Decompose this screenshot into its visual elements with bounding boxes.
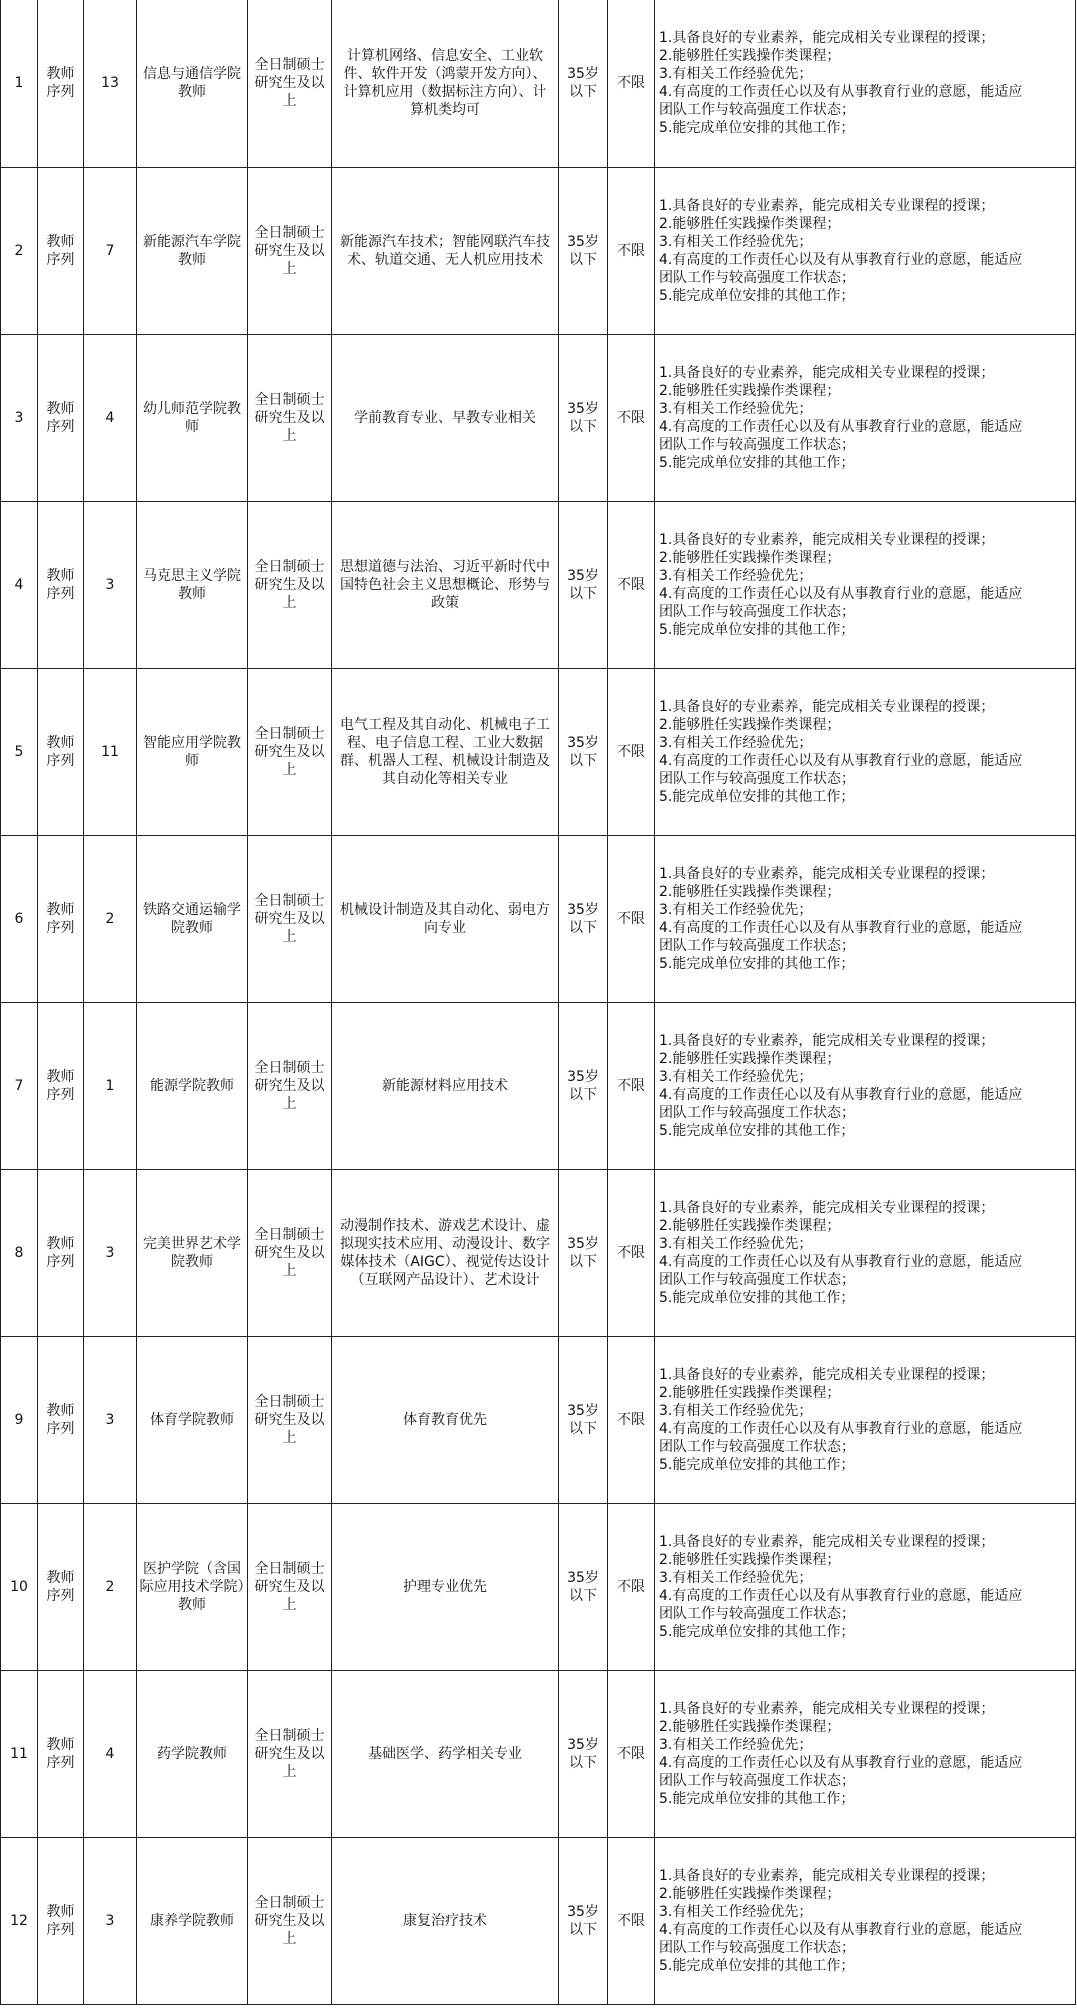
requirement-line: 4.有高度的工作责任心以及有从事教育行业的意愿，能适应 [659, 1587, 1023, 1604]
row-number-cell: 1 [1, 0, 38, 167]
requirement-line: 1.具备良好的专业素养，能完成相关专业课程的授课； [659, 1199, 995, 1216]
requirement-line: 1.具备良好的专业素养，能完成相关专业课程的授课； [659, 1700, 995, 1717]
row-number-cell: 3 [1, 334, 38, 501]
other-limit-cell: 不限 [608, 1169, 655, 1336]
requirement-line: 3.有相关工作经验优先； [659, 567, 813, 584]
job-requirements-cell [655, 0, 1076, 167]
education-requirement-cell: 全日制硕士研究生及以上 [248, 1169, 332, 1336]
age-requirement-cell: 35岁以下 [559, 835, 608, 1002]
staff-series-cell: 教师序列 [38, 334, 84, 501]
staff-series-cell: 教师序列 [38, 1336, 84, 1503]
position-name-cell: 体育学院教师 [137, 1336, 248, 1503]
row-number-cell: 8 [1, 1169, 38, 1336]
requirement-line: 3.有相关工作经验优先； [659, 1736, 813, 1753]
staff-series-cell: 教师序列 [38, 1837, 84, 2004]
age-requirement-cell: 35岁以下 [559, 1002, 608, 1169]
staff-series-cell: 教师序列 [38, 1670, 84, 1837]
major-requirement-cell: 机械设计制造及其自动化、弱电方向专业 [332, 835, 559, 1002]
requirement-line: 5.能完成单位安排的其他工作； [659, 120, 855, 137]
row-number-cell: 5 [1, 668, 38, 835]
age-requirement-cell: 35岁以下 [559, 1503, 608, 1670]
job-requirements-cell [655, 835, 1076, 1002]
staff-series-cell: 教师序列 [38, 835, 84, 1002]
requirement-line: 1.具备良好的专业素养，能完成相关专业课程的授课； [659, 531, 995, 548]
education-requirement-cell: 全日制硕士研究生及以上 [248, 1670, 332, 1837]
age-requirement-cell: 35岁以下 [559, 167, 608, 334]
row-number-cell: 4 [1, 501, 38, 668]
age-requirement-cell: 35岁以下 [559, 1169, 608, 1336]
position-name-cell: 马克思主义学院教师 [137, 501, 248, 668]
requirement-line: 团队工作与较高强度工作状态； [659, 603, 855, 620]
requirement-line: 2.能够胜任实践操作类课程； [659, 1050, 841, 1067]
major-requirement-cell: 计算机网络、信息安全、工业软件、软件开发（鸿蒙开发方向）、计算机应用（数据标注方向）、计算机类均可 [332, 0, 559, 167]
row-number-cell: 2 [1, 167, 38, 334]
requirement-line: 4.有高度的工作责任心以及有从事教育行业的意愿，能适应 [659, 1921, 1023, 1938]
position-name-cell: 康养学院教师 [137, 1837, 248, 2004]
table-row [1, 0, 1076, 167]
requirement-line: 1.具备良好的专业素养，能完成相关专业课程的授课； [659, 1867, 995, 1884]
table-row [1, 835, 1076, 1002]
major-requirement-cell: 动漫制作技术、游戏艺术设计、虚拟现实技术应用、动漫设计、数字媒体技术（AIGC）、视觉传达设计（互联网产品设计）、艺术设计 [332, 1169, 559, 1336]
education-requirement-cell: 全日制硕士研究生及以上 [248, 1503, 332, 1670]
other-limit-cell: 不限 [608, 501, 655, 668]
staff-series-cell: 教师序列 [38, 167, 84, 334]
headcount-cell: 3 [84, 1336, 137, 1503]
table-row [1, 1837, 1076, 2004]
other-limit-cell: 不限 [608, 835, 655, 1002]
requirement-line: 5.能完成单位安排的其他工作； [659, 1289, 855, 1306]
requirement-line: 5.能完成单位安排的其他工作； [659, 788, 855, 805]
table-row [1, 1670, 1076, 1837]
requirement-line: 1.具备良好的专业素养，能完成相关专业课程的授课； [659, 1533, 995, 1550]
other-limit-cell: 不限 [608, 1503, 655, 1670]
education-requirement-cell: 全日制硕士研究生及以上 [248, 501, 332, 668]
requirement-line: 4.有高度的工作责任心以及有从事教育行业的意愿，能适应 [659, 418, 1023, 435]
requirement-line: 4.有高度的工作责任心以及有从事教育行业的意愿，能适应 [659, 1420, 1023, 1437]
other-limit-cell: 不限 [608, 1837, 655, 2004]
requirement-line: 5.能完成单位安排的其他工作； [659, 1456, 855, 1473]
requirement-line: 3.有相关工作经验优先； [659, 1402, 813, 1419]
job-requirements-cell [655, 668, 1076, 835]
requirement-line: 2.能够胜任实践操作类课程； [659, 1885, 841, 1902]
requirement-line: 团队工作与较高强度工作状态； [659, 436, 855, 453]
requirement-line: 4.有高度的工作责任心以及有从事教育行业的意愿，能适应 [659, 1253, 1023, 1270]
headcount-cell: 1 [84, 1002, 137, 1169]
requirement-line: 团队工作与较高强度工作状态； [659, 1939, 855, 1956]
major-requirement-cell: 思想道德与法治、习近平新时代中国特色社会主义思想概论、形势与政策 [332, 501, 559, 668]
major-requirement-cell: 学前教育专业、早教专业相关 [332, 334, 559, 501]
job-requirements-cell [655, 1002, 1076, 1169]
job-requirements-cell [655, 1503, 1076, 1670]
education-requirement-cell: 全日制硕士研究生及以上 [248, 668, 332, 835]
requirement-line: 1.具备良好的专业素养，能完成相关专业课程的授课； [659, 30, 995, 47]
education-requirement-cell: 全日制硕士研究生及以上 [248, 1837, 332, 2004]
requirement-line: 5.能完成单位安排的其他工作； [659, 1122, 855, 1139]
table-row [1, 1336, 1076, 1503]
education-requirement-cell: 全日制硕士研究生及以上 [248, 835, 332, 1002]
requirement-line: 5.能完成单位安排的其他工作； [659, 1957, 855, 1974]
age-requirement-cell: 35岁以下 [559, 0, 608, 167]
staff-series-cell: 教师序列 [38, 1002, 84, 1169]
headcount-cell: 3 [84, 1169, 137, 1336]
table-row [1, 1169, 1076, 1336]
staff-series-cell: 教师序列 [38, 0, 84, 167]
requirement-line: 2.能够胜任实践操作类课程； [659, 883, 841, 900]
requirement-line: 4.有高度的工作责任心以及有从事教育行业的意愿，能适应 [659, 752, 1023, 769]
requirement-line: 1.具备良好的专业素养，能完成相关专业课程的授课； [659, 364, 995, 381]
table-row [1, 668, 1076, 835]
age-requirement-cell: 35岁以下 [559, 501, 608, 668]
other-limit-cell: 不限 [608, 668, 655, 835]
requirement-line: 1.具备良好的专业素养，能完成相关专业课程的授课； [659, 1032, 995, 1049]
requirement-line: 1.具备良好的专业素养，能完成相关专业课程的授课； [659, 698, 995, 715]
position-name-cell: 新能源汽车学院教师 [137, 167, 248, 334]
position-name-cell: 能源学院教师 [137, 1002, 248, 1169]
requirement-line: 团队工作与较高强度工作状态； [659, 937, 855, 954]
headcount-cell: 3 [84, 501, 137, 668]
requirement-line: 5.能完成单位安排的其他工作； [659, 955, 855, 972]
requirement-line: 团队工作与较高强度工作状态； [659, 269, 855, 286]
other-limit-cell: 不限 [608, 1336, 655, 1503]
requirement-line: 2.能够胜任实践操作类课程； [659, 1217, 841, 1234]
requirement-line: 4.有高度的工作责任心以及有从事教育行业的意愿，能适应 [659, 1086, 1023, 1103]
requirement-line: 团队工作与较高强度工作状态； [659, 1271, 855, 1288]
requirement-line: 4.有高度的工作责任心以及有从事教育行业的意愿，能适应 [659, 1754, 1023, 1771]
staff-series-cell: 教师序列 [38, 668, 84, 835]
requirement-line: 3.有相关工作经验优先； [659, 1569, 813, 1586]
headcount-cell: 2 [84, 1503, 137, 1670]
requirement-line: 1.具备良好的专业素养，能完成相关专业课程的授课； [659, 1366, 995, 1383]
job-requirements-cell [655, 1336, 1076, 1503]
requirement-line: 3.有相关工作经验优先； [659, 901, 813, 918]
job-requirements-cell [655, 1670, 1076, 1837]
requirement-line: 2.能够胜任实践操作类课程； [659, 1718, 841, 1735]
table-row [1, 1002, 1076, 1169]
table-body [1, 0, 1076, 2004]
education-requirement-cell: 全日制硕士研究生及以上 [248, 0, 332, 167]
job-requirements-cell [655, 334, 1076, 501]
requirement-line: 团队工作与较高强度工作状态； [659, 1605, 855, 1622]
headcount-cell: 11 [84, 668, 137, 835]
requirement-line: 4.有高度的工作责任心以及有从事教育行业的意愿，能适应 [659, 251, 1023, 268]
requirement-line: 2.能够胜任实践操作类课程； [659, 549, 841, 566]
requirement-line: 2.能够胜任实践操作类课程； [659, 215, 841, 232]
requirement-line: 5.能完成单位安排的其他工作； [659, 287, 855, 304]
major-requirement-cell: 新能源汽车技术；智能网联汽车技术、轨道交通、无人机应用技术 [332, 167, 559, 334]
requirement-line: 3.有相关工作经验优先； [659, 1903, 813, 1920]
requirement-line: 2.能够胜任实践操作类课程； [659, 1551, 841, 1568]
row-number-cell: 7 [1, 1002, 38, 1169]
requirement-line: 4.有高度的工作责任心以及有从事教育行业的意愿，能适应 [659, 585, 1023, 602]
requirement-line: 5.能完成单位安排的其他工作； [659, 1790, 855, 1807]
education-requirement-cell: 全日制硕士研究生及以上 [248, 167, 332, 334]
requirement-line: 团队工作与较高强度工作状态； [659, 1438, 855, 1455]
other-limit-cell: 不限 [608, 1002, 655, 1169]
job-requirements-cell [655, 501, 1076, 668]
education-requirement-cell: 全日制硕士研究生及以上 [248, 1002, 332, 1169]
requirement-line: 1.具备良好的专业素养，能完成相关专业课程的授课； [659, 197, 995, 214]
requirement-line: 团队工作与较高强度工作状态； [659, 102, 855, 119]
headcount-cell: 7 [84, 167, 137, 334]
requirement-line: 3.有相关工作经验优先； [659, 1235, 813, 1252]
major-requirement-cell: 基础医学、药学相关专业 [332, 1670, 559, 1837]
table-row [1, 501, 1076, 668]
requirement-line: 3.有相关工作经验优先； [659, 400, 813, 417]
major-requirement-cell: 康复治疗技术 [332, 1837, 559, 2004]
headcount-cell: 13 [84, 0, 137, 167]
table-row [1, 1503, 1076, 1670]
requirement-line: 5.能完成单位安排的其他工作； [659, 621, 855, 638]
major-requirement-cell: 护理专业优先 [332, 1503, 559, 1670]
row-number-cell: 6 [1, 835, 38, 1002]
job-requirements-cell [655, 1169, 1076, 1336]
row-number-cell: 12 [1, 1837, 38, 2004]
requirement-line: 3.有相关工作经验优先； [659, 233, 813, 250]
requirement-line: 2.能够胜任实践操作类课程； [659, 716, 841, 733]
education-requirement-cell: 全日制硕士研究生及以上 [248, 334, 332, 501]
requirement-line: 3.有相关工作经验优先； [659, 734, 813, 751]
other-limit-cell: 不限 [608, 167, 655, 334]
requirement-line: 4.有高度的工作责任心以及有从事教育行业的意愿，能适应 [659, 84, 1023, 101]
position-name-cell: 智能应用学院教师 [137, 668, 248, 835]
row-number-cell: 11 [1, 1670, 38, 1837]
education-requirement-cell: 全日制硕士研究生及以上 [248, 1336, 332, 1503]
age-requirement-cell: 35岁以下 [559, 1670, 608, 1837]
requirement-line: 团队工作与较高强度工作状态； [659, 770, 855, 787]
major-requirement-cell: 新能源材料应用技术 [332, 1002, 559, 1169]
requirement-line: 2.能够胜任实践操作类课程； [659, 382, 841, 399]
requirement-line: 团队工作与较高强度工作状态； [659, 1104, 855, 1121]
headcount-cell: 4 [84, 334, 137, 501]
table-row [1, 167, 1076, 334]
table-row [1, 334, 1076, 501]
requirement-line: 3.有相关工作经验优先； [659, 66, 813, 83]
requirement-line: 2.能够胜任实践操作类课程； [659, 48, 841, 65]
headcount-cell: 3 [84, 1837, 137, 2004]
requirement-line: 团队工作与较高强度工作状态； [659, 1772, 855, 1789]
requirement-line: 5.能完成单位安排的其他工作； [659, 454, 855, 471]
major-requirement-cell: 电气工程及其自动化、机械电子工程、电子信息工程、工业大数据群、机器人工程、机械设计制造及其自动化等相关专业 [332, 668, 559, 835]
staff-series-cell: 教师序列 [38, 501, 84, 668]
headcount-cell: 2 [84, 835, 137, 1002]
staff-series-cell: 教师序列 [38, 1169, 84, 1336]
position-name-cell: 信息与通信学院教师 [137, 0, 248, 167]
position-name-cell: 铁路交通运输学院教师 [137, 835, 248, 1002]
job-requirements-cell [655, 167, 1076, 334]
staff-series-cell: 教师序列 [38, 1503, 84, 1670]
job-requirements-cell [655, 1837, 1076, 2004]
headcount-cell: 4 [84, 1670, 137, 1837]
requirement-line: 4.有高度的工作责任心以及有从事教育行业的意愿，能适应 [659, 919, 1023, 936]
row-number-cell: 9 [1, 1336, 38, 1503]
age-requirement-cell: 35岁以下 [559, 1837, 608, 2004]
position-name-cell: 医护学院（含国际应用技术学院）教师 [137, 1503, 248, 1670]
age-requirement-cell: 35岁以下 [559, 668, 608, 835]
position-name-cell: 幼儿师范学院教师 [137, 334, 248, 501]
position-name-cell: 完美世界艺术学院教师 [137, 1169, 248, 1336]
requirement-line: 5.能完成单位安排的其他工作； [659, 1623, 855, 1640]
age-requirement-cell: 35岁以下 [559, 1336, 608, 1503]
other-limit-cell: 不限 [608, 334, 655, 501]
requirement-line: 1.具备良好的专业素养，能完成相关专业课程的授课； [659, 865, 995, 882]
row-number-cell: 10 [1, 1503, 38, 1670]
age-requirement-cell: 35岁以下 [559, 334, 608, 501]
other-limit-cell: 不限 [608, 1670, 655, 1837]
position-name-cell: 药学院教师 [137, 1670, 248, 1837]
requirement-line: 2.能够胜任实践操作类课程； [659, 1384, 841, 1401]
major-requirement-cell: 体育教育优先 [332, 1336, 559, 1503]
other-limit-cell: 不限 [608, 0, 655, 167]
requirement-line: 3.有相关工作经验优先； [659, 1068, 813, 1085]
